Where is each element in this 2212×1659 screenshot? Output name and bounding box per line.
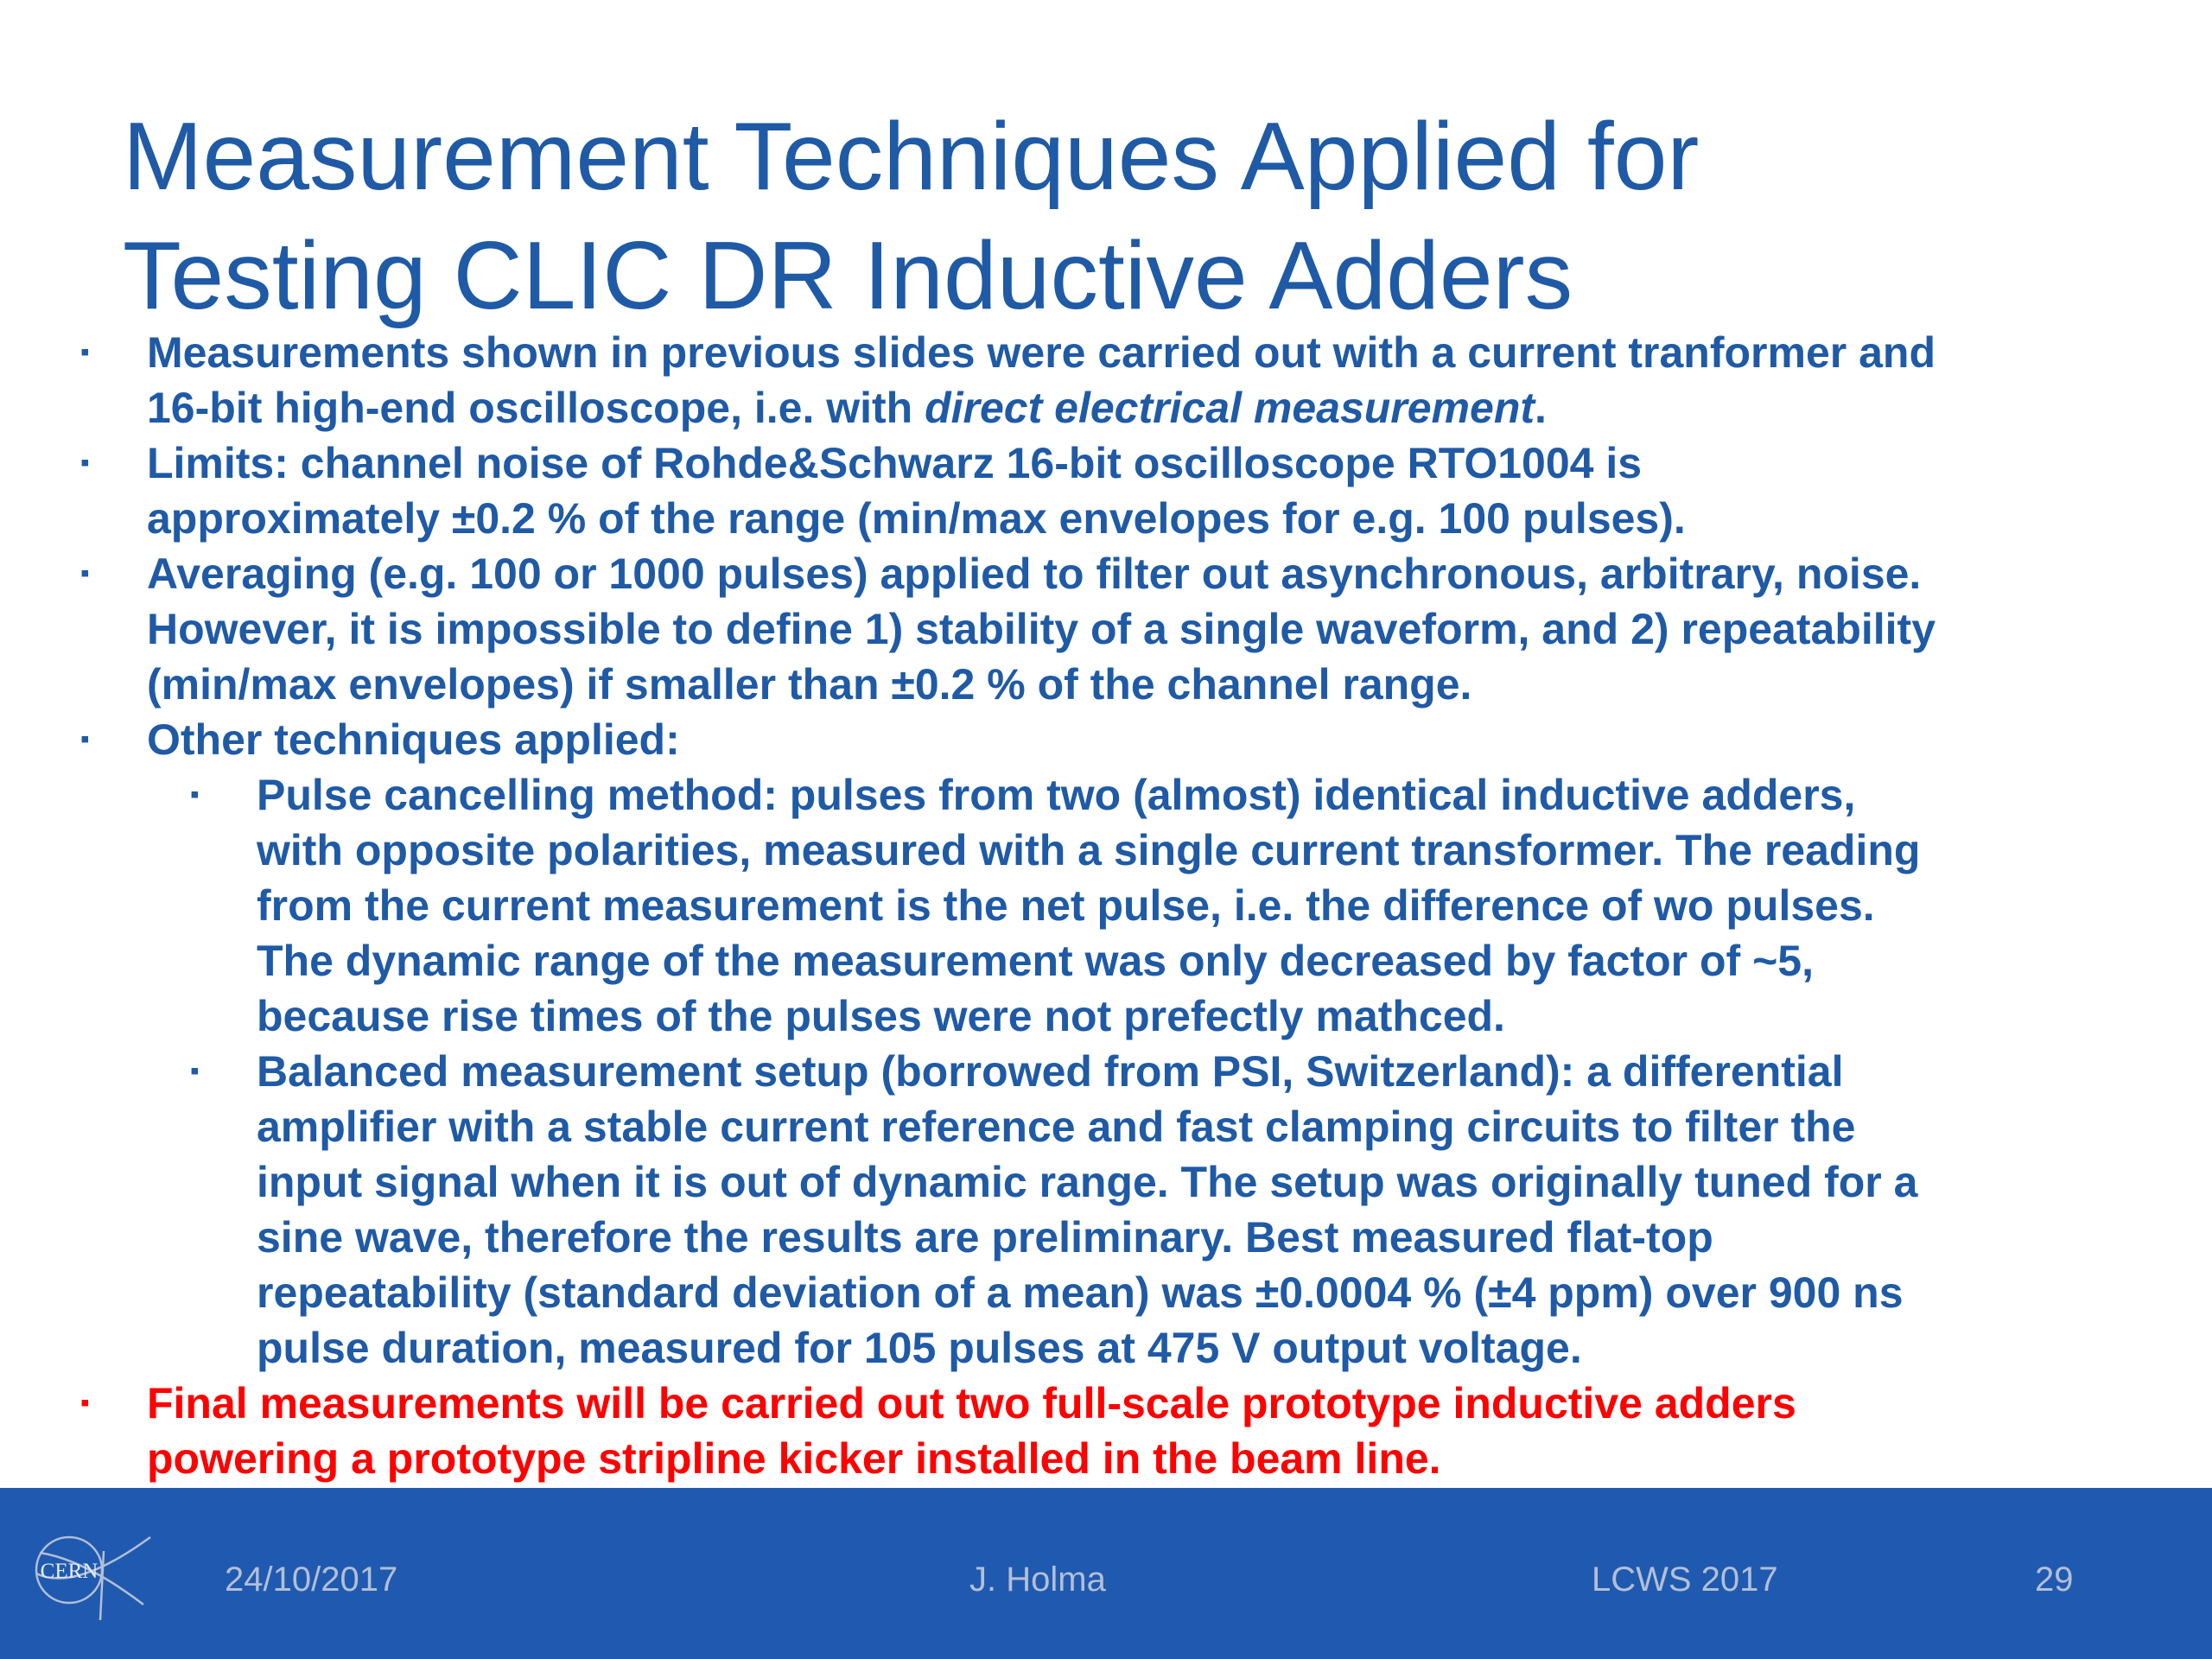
bullet-marker: ▪: [190, 780, 200, 809]
bullet-item: [0, 325, 2082, 435]
bullet-line: However, it is impossible to define 1) stability of a single waveform, and 2) repeatability: [147, 605, 1936, 653]
bullet-emphasis: direct electrical measurement: [925, 384, 1535, 432]
sub-bullet-item: [0, 767, 2097, 1044]
slide-footer: [0, 1488, 2212, 1659]
footer-conference: LCWS 2017: [1592, 1560, 1778, 1599]
bullet-line: sine wave, therefore the results are preliminary. Best measured flat-top: [257, 1213, 1713, 1262]
bullet-line: with opposite polarities, measured with a single current transformer. The reading: [257, 826, 1921, 874]
bullet-line: Averaging (e.g. 100 or 1000 pulses) applied to filter out asynchronous, arbitrary, noise.: [147, 550, 1922, 598]
bullet-marker: ▪: [190, 1057, 200, 1085]
bullet-line: [147, 380, 2082, 435]
bullet-line: The dynamic range of the measurement was only decreased by factor of ~5,: [257, 937, 1814, 985]
slide-title-line: Testing CLIC DR Inductive Adders: [123, 222, 1573, 329]
bullet-marker: ▪: [80, 559, 90, 588]
bullet-item: [0, 546, 2082, 712]
bullet-item: [0, 435, 2082, 546]
bullet-line: Limits: channel noise of Rohde&Schwarz 16-bit oscilloscope RTO1004 is: [147, 439, 1643, 487]
cern-logo: [24, 1518, 154, 1622]
bullet-line: (min/max envelopes) if smaller than ±0.2 % of the channel range.: [147, 660, 1472, 709]
bullet-line: Other techniques applied:: [147, 715, 680, 764]
bullet-text: 16-bit high-end oscilloscope, i.e. with: [147, 384, 925, 432]
bullet-text: .: [1535, 384, 1547, 432]
bullet-line: pulse duration, measured for 105 pulses at 475 V output voltage.: [257, 1324, 1582, 1372]
bullet-marker: ▪: [80, 1389, 90, 1417]
footer-author: J. Holma: [969, 1560, 1106, 1599]
bullet-line: powering a prototype stripline kicker installed in the beam line.: [147, 1434, 1441, 1483]
bullet-marker: ▪: [80, 725, 90, 753]
footer-page-number: 29: [2035, 1560, 2074, 1599]
bullet-line: approximately ±0.2 % of the range (min/max envelopes for e.g. 100 pulses).: [147, 494, 1686, 543]
cern-logo-text: CERN: [40, 1560, 99, 1583]
bullet-line: from the current measurement is the net pulse, i.e. the difference of wo pulses.: [257, 881, 1875, 930]
highlight-bullet-item: [0, 1376, 2082, 1486]
bullet-marker: ▪: [80, 338, 90, 366]
bullet-list: [0, 325, 2212, 1486]
bullet-line: Balanced measurement setup (borrowed from PSI, Switzerland): a differential: [257, 1047, 1844, 1096]
bullet-line: Pulse cancelling method: pulses from two (almost) identical inductive adders,: [257, 771, 1856, 819]
bullet-line: amplifier with a stable current reference and fast clamping circuits to filter the: [257, 1103, 1856, 1151]
bullet-line: Measurements shown in previous slides were carried out with a current tranformer and: [147, 328, 1936, 377]
bullet-item: [0, 712, 2082, 767]
bullet-line: input signal when it is out of dynamic range. The setup was originally tuned for a: [257, 1158, 1918, 1206]
bullet-line: repeatability (standard deviation of a mean) was ±0.0004 % (±4 ppm) over 900 ns: [257, 1268, 1904, 1317]
bullet-line: Final measurements will be carried out two full-scale prototype inductive adders: [147, 1379, 1796, 1427]
slide-title-line: Measurement Techniques Applied for: [123, 103, 1700, 210]
sub-bullet-item: [0, 1044, 2097, 1376]
bullet-marker: ▪: [80, 448, 90, 477]
bullet-line: because rise times of the pulses were not prefectly mathced.: [257, 992, 1505, 1040]
footer-date: 24/10/2017: [225, 1560, 398, 1599]
slide-title: [123, 97, 2110, 335]
